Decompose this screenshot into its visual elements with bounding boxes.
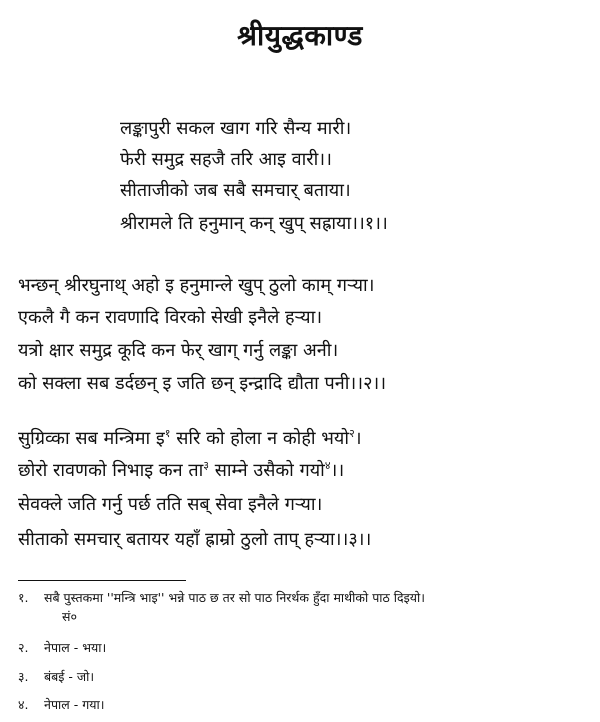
verse-text: साम्ने उसैको गयो — [209, 460, 325, 481]
verse-line: लङ्कापुरी सकल खाग गरि सैन्य मारी। — [120, 118, 352, 139]
footnote-number: २. — [18, 640, 29, 655]
footnote — [18, 669, 588, 685]
verse-line: भन्छन् श्रीरघुनाथ् अहो इ हनुमान्ले खुप् ठुलो काम् गऱ्या। — [18, 275, 375, 296]
verse-text: सरि को होला न कोही भयो — [170, 428, 350, 449]
footnote-marker: २ — [349, 427, 355, 440]
footnote-marker: ३ — [203, 459, 209, 472]
verse-text: । — [354, 428, 362, 449]
verse-text: सेवक्ले जति गर्नु पर्छ तति सब् सेवा इनैले गऱ्या। — [18, 494, 323, 515]
verse-line — [18, 428, 362, 450]
footnote-text: सबै पुस्तकमा ''मन्त्रि भाइ'' भन्ने पाठ छ तर सो पाठ निरर्थक हुँदा माथीको पाठ दिइयो। — [44, 590, 425, 605]
verse-line: को सक्ला सब डर्दछन् इ जति छन् इन्द्रादि द्यौता पनी।।२।। — [18, 373, 387, 394]
verse-line: सीताजीको जब सबै समचार् बताया। — [120, 180, 351, 201]
footnote-divider — [18, 580, 186, 581]
verse-text: सीताको समचार् बतायर यहाँ ह्राम्रो ठुलो ताप् हऱ्या।।३।। — [18, 529, 372, 550]
footnote-number: १. — [18, 590, 29, 605]
verse-line — [18, 460, 344, 482]
footnote-marker: १ — [164, 427, 171, 440]
footnote-number: ३. — [18, 669, 29, 684]
verse-line: यत्रो क्षार समुद्र कूदि कन फेर् खाग् गर्नु लङ्का अनी। — [18, 340, 339, 361]
verse-line: फेरी समुद्र सहजै तरि आइ वारी।। — [120, 149, 332, 170]
footnote — [18, 640, 588, 656]
verse-line: एकलै गै कन रावणादि विरको सेखी इनैले हऱ्या। — [18, 307, 323, 328]
verse-line: श्रीरामले ति हनुमान् कन् खुप् सह्राया।।१।। — [120, 213, 388, 234]
footnote-text: नेपाल - भया। — [44, 640, 107, 655]
verse-line — [18, 494, 322, 516]
verse-text: छोरो रावणको निभाइ कन ता — [18, 460, 204, 481]
verse-text: सुग्रिव्का सब मन्त्रिमा इ — [18, 428, 165, 449]
footnote-number: ४. — [18, 697, 29, 712]
verse-text: ।। — [330, 460, 345, 481]
footnote-text: बंबई - जो। — [44, 669, 95, 684]
footnote-text: सं० — [62, 609, 77, 624]
chapter-title: श्रीयुद्धकाण्ड — [237, 19, 363, 52]
footnote — [18, 697, 588, 713]
verse-line — [18, 529, 371, 551]
footnote-text: नेपाल - गया। — [44, 697, 105, 712]
footnote-marker: ४ — [324, 459, 331, 472]
footnote — [18, 590, 588, 606]
